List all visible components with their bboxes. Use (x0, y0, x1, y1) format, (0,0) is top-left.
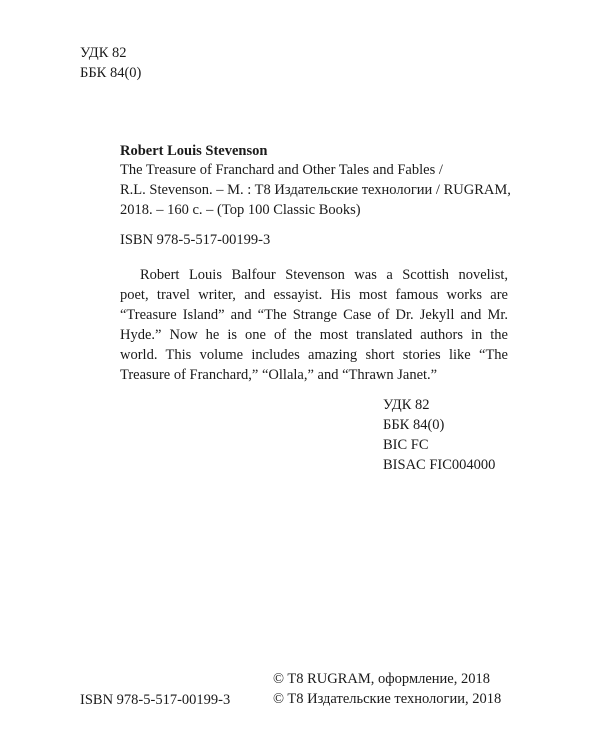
udk-code: УДК 82 (383, 397, 430, 413)
biblio-line: R.L. Stevenson. – M. : T8 Издательские технологии / RUGRAM, (120, 182, 511, 198)
annotation (120, 265, 508, 385)
bbk-code: ББК 84(0) (80, 65, 142, 81)
annotation-line: “Treasure Island” and “The Strange Case of Dr. Jekyll and Mr. (120, 307, 508, 323)
annotation-line: Treasure of Franchard,” “Ollala,” and “Thrawn Janet.” (120, 367, 438, 383)
author-name: Robert Louis Stevenson (120, 143, 268, 159)
classification-top (80, 43, 141, 83)
copyright-notice (273, 669, 501, 709)
annotation-line: Robert Louis Balfour Stevenson was a Scottish novelist, (140, 267, 508, 283)
bisac-code: BISAC FIC004000 (383, 457, 496, 473)
copyright-line: © T8 RUGRAM, оформление, 2018 (273, 671, 490, 687)
isbn: ISBN 978-5-517-00199-3 (120, 232, 271, 248)
bbk-code: ББК 84(0) (383, 417, 445, 433)
udk-code: УДК 82 (80, 45, 127, 61)
biblio-line: The Treasure of Franchard and Other Tales and Fables / (120, 162, 443, 178)
footer-isbn: ISBN 978-5-517-00199-3 (80, 692, 231, 708)
annotation-line: Hyde.” Now he is one of the most translated authors in the (120, 327, 508, 343)
classification-codes (383, 395, 495, 475)
copyright-line: © T8 Издательские технологии, 2018 (273, 691, 502, 707)
biblio-line: 2018. – 160 с. – (Top 100 Classic Books) (120, 202, 361, 218)
bic-code: BIC FC (383, 437, 429, 453)
annotation-line: world. This volume includes amazing short stories like “The (120, 347, 508, 363)
annotation-line: poet, travel writer, and essayist. His most famous works are (120, 287, 508, 303)
bibliographic-description (120, 160, 511, 220)
